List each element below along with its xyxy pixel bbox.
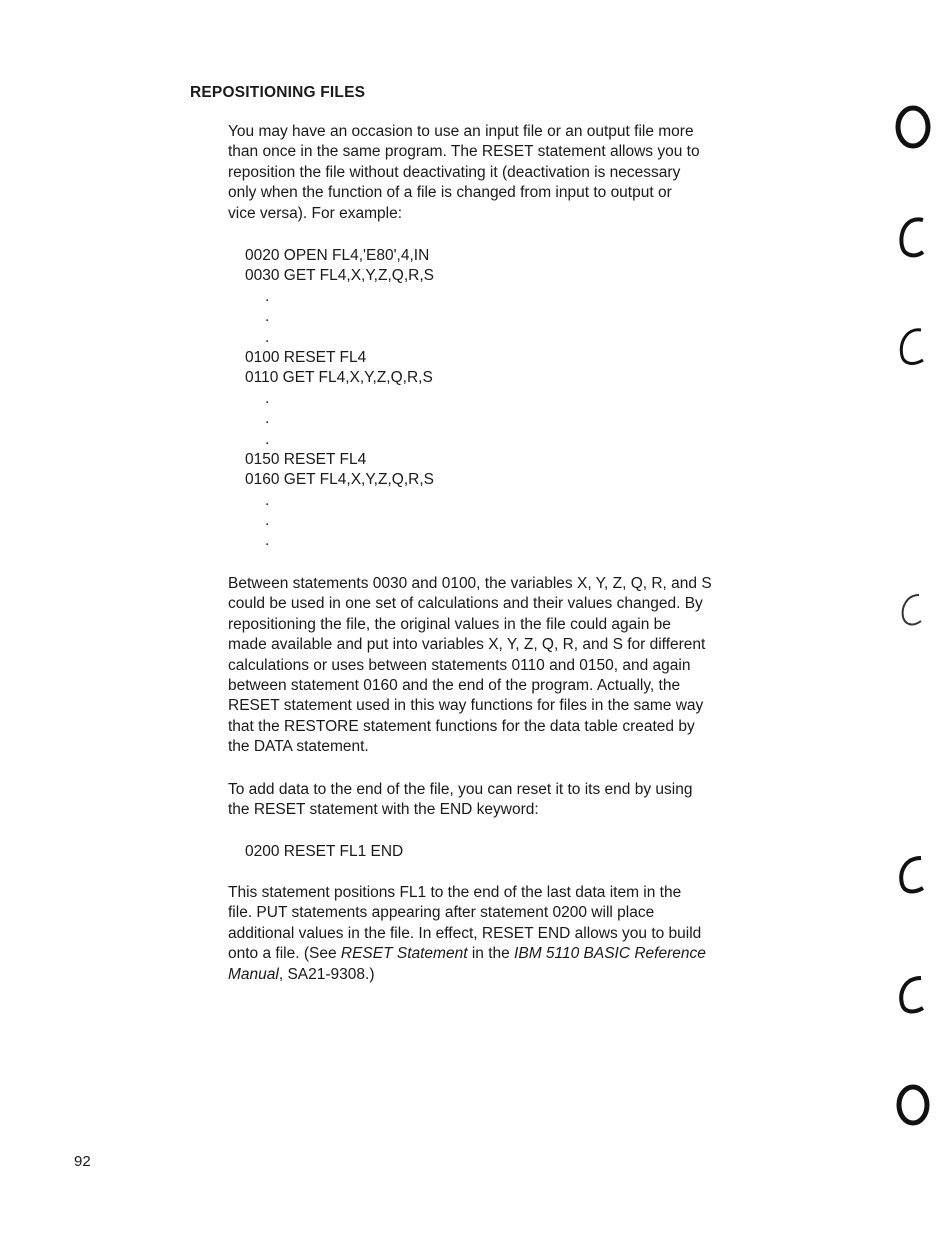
ellipsis-dot: . bbox=[265, 512, 270, 530]
text-line: between statement 0160 and the end of the program. Actually, the bbox=[228, 677, 681, 695]
text-line: the DATA statement. bbox=[228, 738, 369, 756]
reference-line bbox=[228, 944, 768, 964]
binder-hole-icon bbox=[893, 1080, 933, 1130]
ellipsis-dot: . bbox=[265, 532, 270, 550]
ellipsis-dot: . bbox=[265, 430, 270, 448]
text-line: vice versa). For example: bbox=[228, 204, 402, 222]
reference-title: RESET Statement bbox=[340, 945, 468, 963]
text-line: could be used in one set of calculations and their values changed. By bbox=[228, 595, 703, 613]
code-example-2 bbox=[245, 842, 645, 862]
binder-hole-icon bbox=[893, 212, 933, 262]
text-line: To add data to the end of the file, you can reset it to its end by using bbox=[228, 781, 693, 798]
page-number: 92 bbox=[74, 1153, 91, 1170]
text-line: file. PUT statements appearing after statement 0200 will place bbox=[228, 904, 655, 922]
binder-hole-icon bbox=[893, 585, 933, 635]
code-line: 0160 GET FL4,X,Y,Z,Q,R,S bbox=[245, 471, 434, 489]
add-data-paragraph bbox=[228, 780, 768, 821]
ellipsis-dot: . bbox=[265, 410, 270, 428]
text-line: You may have an occasion to use an input file or an output file more bbox=[228, 123, 694, 140]
text-line: This statement positions FL1 to the end of the last data item in the bbox=[228, 884, 682, 901]
ellipsis-dot: . bbox=[265, 328, 270, 346]
ellipsis-dot: . bbox=[265, 308, 270, 326]
manual-title: IBM 5110 BASIC Reference bbox=[514, 945, 706, 963]
code-line: 0030 GET FL4,X,Y,Z,Q,R,S bbox=[245, 267, 434, 285]
section-heading: REPOSITIONING FILES bbox=[190, 84, 366, 101]
between-paragraph bbox=[228, 574, 768, 758]
binder-hole-icon bbox=[893, 850, 933, 900]
text-line: reposition the file without deactivating it (deactivation is necessary bbox=[228, 163, 681, 181]
code-line: 0200 RESET FL1 END bbox=[245, 843, 404, 860]
code-line: 0020 OPEN FL4,'E80',4,IN bbox=[245, 247, 430, 264]
reference-line bbox=[228, 965, 768, 985]
text-line: repositioning the file, the original values in the file could again be bbox=[228, 615, 671, 633]
code-example-1 bbox=[245, 246, 645, 552]
text-line: only when the function of a file is changed from input to output or bbox=[228, 184, 672, 202]
text-line: calculations or uses between statements 0110 and 0150, and again bbox=[228, 656, 691, 674]
text-line: RESET statement used in this way functions for files in the same way bbox=[228, 697, 704, 715]
ellipsis-dot: . bbox=[265, 287, 270, 305]
code-line: 0110 GET FL4,X,Y,Z,Q,R,S bbox=[245, 369, 433, 387]
binder-hole-icon bbox=[893, 970, 933, 1020]
text-line: that the RESTORE statement functions for the data table created by bbox=[228, 717, 695, 735]
intro-paragraph bbox=[228, 122, 768, 224]
binder-hole-icon bbox=[893, 102, 933, 152]
reference-text: in the bbox=[467, 945, 515, 963]
text-line: Between statements 0030 and 0100, the variables X, Y, Z, Q, R, and S bbox=[228, 575, 712, 592]
positions-paragraph bbox=[228, 883, 768, 985]
reference-text: onto a file. (See bbox=[228, 945, 341, 963]
ellipsis-dot: . bbox=[265, 491, 270, 509]
reference-text: , SA21-9308.) bbox=[278, 965, 375, 983]
binder-hole-icon bbox=[893, 322, 933, 372]
text-line: the RESET statement with the END keyword: bbox=[228, 801, 539, 819]
text-line: than once in the same program. The RESET statement allows you to bbox=[228, 143, 700, 161]
ellipsis-dot: . bbox=[265, 389, 270, 407]
code-line: 0100 RESET FL4 bbox=[245, 348, 367, 366]
text-line: additional values in the file. In effect, RESET END allows you to build bbox=[228, 924, 702, 942]
code-line: 0150 RESET FL4 bbox=[245, 450, 367, 468]
text-line: made available and put into variables X, Y, Z, Q, R, and S for different bbox=[228, 636, 706, 654]
manual-title: Manual bbox=[228, 965, 279, 983]
